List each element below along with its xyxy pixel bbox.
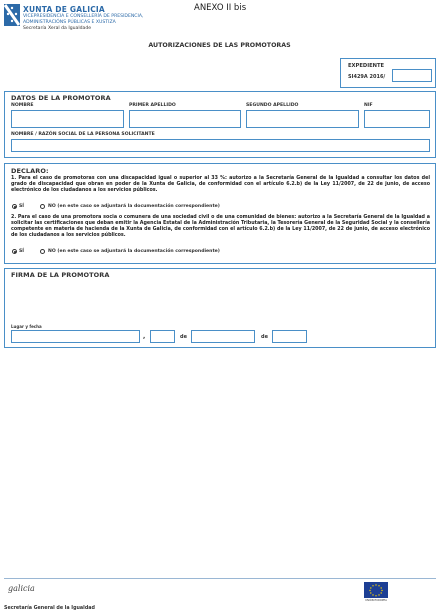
footer-divider — [4, 578, 436, 579]
declaro-section — [4, 163, 436, 264]
expediente-number-field[interactable] — [392, 69, 432, 82]
org-line-3: Secretaría Xeral da Igualdade — [23, 25, 92, 31]
declaro-item-1-text: 1. Para el caso de promotoras con una discapacidad igual o superior al 33 %: autorizo a la Secretaría General de la Igualdad a consultar los datos del grado de discapacidad que obran en poder de la Xunta de Galicia, de conformidad con el artículo 6.2.b) de la Ley 11/2007, de 22 de junio, de acceso electrónico de los ciudadanos a los servicios públicos. — [11, 176, 430, 193]
item-2-si-radio[interactable] — [12, 249, 17, 254]
razon-social-field[interactable] — [11, 139, 430, 152]
nombre-field[interactable] — [11, 110, 124, 128]
item-1-si-radio[interactable] — [12, 204, 17, 209]
item-1-no-radio[interactable] — [40, 204, 45, 209]
nif-field[interactable] — [364, 110, 430, 128]
dia-field[interactable] — [150, 330, 175, 343]
org-name: XUNTA DE GALICIA — [23, 5, 105, 14]
xunta-de-galicia-logo — [4, 4, 20, 26]
eu-flag-icon — [364, 582, 388, 598]
lugar-field[interactable] — [11, 330, 140, 343]
nombre-label: NOMBRE — [11, 103, 34, 108]
anio-field[interactable] — [272, 330, 307, 343]
expediente-box — [340, 58, 436, 88]
declaro-title: DECLARO: — [11, 167, 49, 175]
expediente-code: SI429A 2016/ — [348, 74, 386, 80]
item-2-no-label: NO (en este caso se adjuntará la documentación correspondiente) — [48, 249, 220, 254]
firma-title: FIRMA DE LA PROMOTORA — [11, 271, 110, 279]
segundo-apellido-field[interactable] — [246, 110, 359, 128]
lugar-fecha-label: Lugar y fecha — [11, 324, 42, 329]
razon-social-label: NOMBRE / RAZÓN SOCIAL DE LA PERSONA SOLICITANTE — [11, 132, 155, 137]
declaro-item-2-text: 2. Para el caso de una promotora socia o comunera de una sociedad civil o de una comunidad de bienes: autorizo a la Secretaría General de la Igualdad a solicitar las certificaciones que deban emitir la Agencia Estatal de la Administración Tributaria, la Tesorería General de la Seguridad Social y la consellería competente en materia de hacienda de la Xunta de Galicia, de conformidad con el artículo 6.2.b) de la Ley 11/2007, de 22 de junio, de acceso electrónico de los ciudadanos a los servicios públicos. — [11, 215, 430, 238]
eu-caption: UNIÓN EUROPEA — [365, 599, 387, 602]
primer-apellido-field[interactable] — [129, 110, 241, 128]
datos-promotora-section — [4, 91, 436, 158]
firma-section — [4, 268, 436, 348]
de-label-1: de — [180, 334, 187, 340]
item-2-no-radio[interactable] — [40, 249, 45, 254]
item-1-no-label: NO (en este caso se adjuntará la documentación correspondiente) — [48, 204, 220, 209]
comma-separator: , — [143, 333, 146, 340]
item-2-si-label: SÍ — [19, 249, 25, 254]
galicia-brand-logo: galicia — [8, 584, 35, 593]
primer-apellido-label: PRIMER APELLIDO — [129, 103, 176, 108]
mes-field[interactable] — [191, 330, 255, 343]
expediente-label: EXPEDIENTE — [348, 63, 385, 69]
footer-department: Secretaría General de la Igualdad — [4, 606, 95, 611]
annex-label: ANEXO II bis — [194, 3, 247, 13]
nif-label: NIF — [364, 103, 373, 108]
item-1-si-label: SÍ — [19, 204, 25, 209]
segundo-apellido-label: SEGUNDO APELLIDO — [246, 103, 299, 108]
page-title: AUTORIZACIONES DE LAS PROMOTORAS — [148, 42, 291, 49]
org-line-2: ADMINISTRACIÓNS PÚBLICAS E XUSTIZA — [23, 20, 116, 25]
org-line-1: VICEPRESIDENCIA E CONSELLERÍA DE PRESIDENCIA, — [23, 14, 144, 19]
datos-promotora-title: DATOS DE LA PROMOTORA — [11, 94, 111, 102]
de-label-2: de — [261, 334, 268, 340]
